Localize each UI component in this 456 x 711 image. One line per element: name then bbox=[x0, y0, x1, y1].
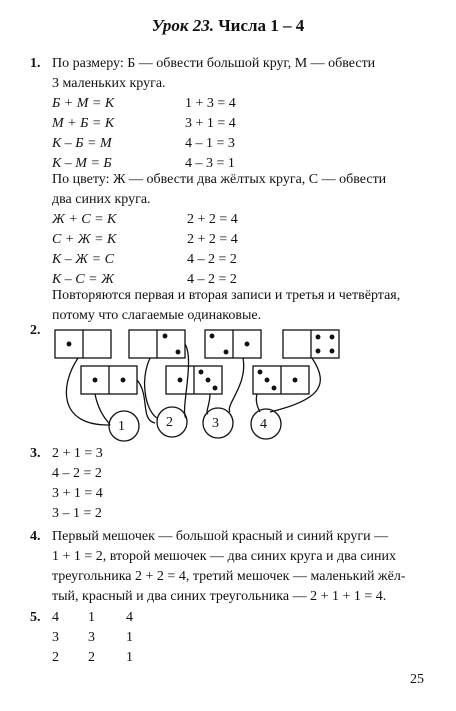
task-5-cell: 1 bbox=[88, 610, 95, 625]
connector-line bbox=[256, 394, 260, 412]
pip bbox=[213, 386, 217, 390]
pip bbox=[121, 378, 125, 382]
task-1-intro-line-2: 3 маленьких круга. bbox=[52, 76, 166, 91]
task-1-intro-line-1: По размеру: Б — обвести большой круг, М — обвести bbox=[52, 56, 376, 71]
connector-line bbox=[229, 358, 243, 412]
circle-label-2: 2 bbox=[166, 415, 173, 430]
task-1-number: 1. bbox=[30, 56, 41, 71]
task-5-cell: 3 bbox=[52, 630, 59, 645]
connector-line bbox=[95, 394, 110, 425]
task-4-line-3: треугольника 2 + 2 = 4, третий мешочек — маленький жёл- bbox=[52, 569, 406, 584]
domino-top-4 bbox=[283, 330, 339, 358]
pip bbox=[245, 342, 249, 346]
task-5-cell: 2 bbox=[52, 650, 59, 665]
task-1-conclusion-line-1: Повторяются первая и вторая записи и третья и четвёртая, bbox=[52, 288, 401, 303]
size-eq-digits-1: 1 + 3 = 4 bbox=[185, 96, 236, 111]
size-eq-digits-4: 4 – 3 = 1 bbox=[185, 156, 235, 171]
task-1-conclusion-line-2: потому что слагаемые одинаковые. bbox=[52, 308, 262, 323]
pip bbox=[265, 378, 269, 382]
task-2-number: 2. bbox=[30, 323, 41, 338]
domino-top-1 bbox=[55, 330, 111, 358]
task-5-cell: 4 bbox=[126, 610, 133, 625]
size-eq-digits-2: 3 + 1 = 4 bbox=[185, 116, 236, 131]
color-eq-letters-3: К – Ж = С bbox=[52, 252, 114, 267]
pip bbox=[210, 334, 214, 338]
color-eq-digits-2: 2 + 2 = 4 bbox=[187, 232, 238, 247]
color-eq-digits-4: 4 – 2 = 2 bbox=[187, 272, 237, 287]
color-eq-letters-2: С + Ж = К bbox=[52, 232, 117, 247]
pip bbox=[272, 386, 276, 390]
domino-top-3 bbox=[205, 330, 261, 358]
task-3-line-1: 2 + 1 = 3 bbox=[52, 446, 103, 461]
task-5-cell: 2 bbox=[88, 650, 95, 665]
task-4-text bbox=[52, 527, 447, 607]
connector-line bbox=[137, 380, 155, 423]
pip bbox=[206, 378, 210, 382]
pip bbox=[163, 334, 167, 338]
pip bbox=[330, 335, 334, 339]
task-3-line-3: 3 + 1 = 4 bbox=[52, 486, 103, 501]
color-eq-letters-1: Ж + С = К bbox=[52, 212, 117, 227]
domino-bottom-2 bbox=[166, 366, 222, 394]
circle-label-1: 1 bbox=[118, 419, 125, 434]
lesson-label: Урок 23. bbox=[151, 16, 214, 35]
domino-bottom-1 bbox=[81, 366, 137, 394]
color-eq-digits-3: 4 – 2 = 2 bbox=[187, 252, 237, 267]
pip bbox=[330, 349, 334, 353]
task-3-number: 3. bbox=[30, 446, 41, 461]
page-number: 25 bbox=[410, 672, 424, 687]
domino-bottom-3 bbox=[253, 366, 309, 394]
color-eq-digits-1: 2 + 2 = 4 bbox=[187, 212, 238, 227]
task-3-line-2: 4 – 2 = 2 bbox=[52, 466, 102, 481]
task-4-line-1: Первый мешочек — большой красный и синий круги — bbox=[52, 529, 389, 544]
size-eq-letters-1: Б + М = К bbox=[52, 96, 115, 111]
lesson-topic: Числа 1 – 4 bbox=[218, 16, 305, 35]
pip bbox=[316, 335, 320, 339]
size-eq-letters-4: К – М = Б bbox=[52, 156, 112, 171]
pip bbox=[224, 350, 228, 354]
task-1-color-line-1: По цвету: Ж — обвести два жёлтых круга, С — обвести bbox=[52, 172, 387, 187]
pip bbox=[67, 342, 71, 346]
circle-label-4: 4 bbox=[260, 417, 267, 432]
connector-line bbox=[66, 358, 108, 425]
pip bbox=[93, 378, 97, 382]
task-1-color-line-2: два синих круга. bbox=[52, 192, 151, 207]
task-5-cell: 4 bbox=[52, 610, 59, 625]
task-5-number: 5. bbox=[30, 610, 41, 625]
size-eq-digits-3: 4 – 1 = 3 bbox=[185, 136, 235, 151]
domino-top-2 bbox=[129, 330, 185, 358]
pip bbox=[176, 350, 180, 354]
size-eq-letters-3: К – Б = М bbox=[52, 136, 112, 151]
task-4-number: 4. bbox=[30, 529, 41, 544]
task-5-cell: 1 bbox=[126, 630, 133, 645]
pip bbox=[258, 370, 262, 374]
pip bbox=[316, 349, 320, 353]
task-3-line-4: 3 – 1 = 2 bbox=[52, 506, 102, 521]
task-4-line-2: 1 + 1 = 2, второй мешочек — два синих круга и два синих bbox=[52, 549, 396, 564]
pip bbox=[293, 378, 297, 382]
connector-line bbox=[145, 358, 157, 418]
pip bbox=[178, 378, 182, 382]
task-5-cell: 3 bbox=[88, 630, 95, 645]
circle-label-3: 3 bbox=[212, 416, 219, 431]
color-eq-letters-4: К – С = Ж bbox=[52, 272, 114, 287]
task-4-line-4: тый, красный и два синих треугольника — 2 + 1 + 1 = 4. bbox=[52, 589, 387, 604]
pip bbox=[199, 370, 203, 374]
size-eq-letters-2: М + Б = К bbox=[52, 116, 115, 131]
task-5-cell: 1 bbox=[126, 650, 133, 665]
